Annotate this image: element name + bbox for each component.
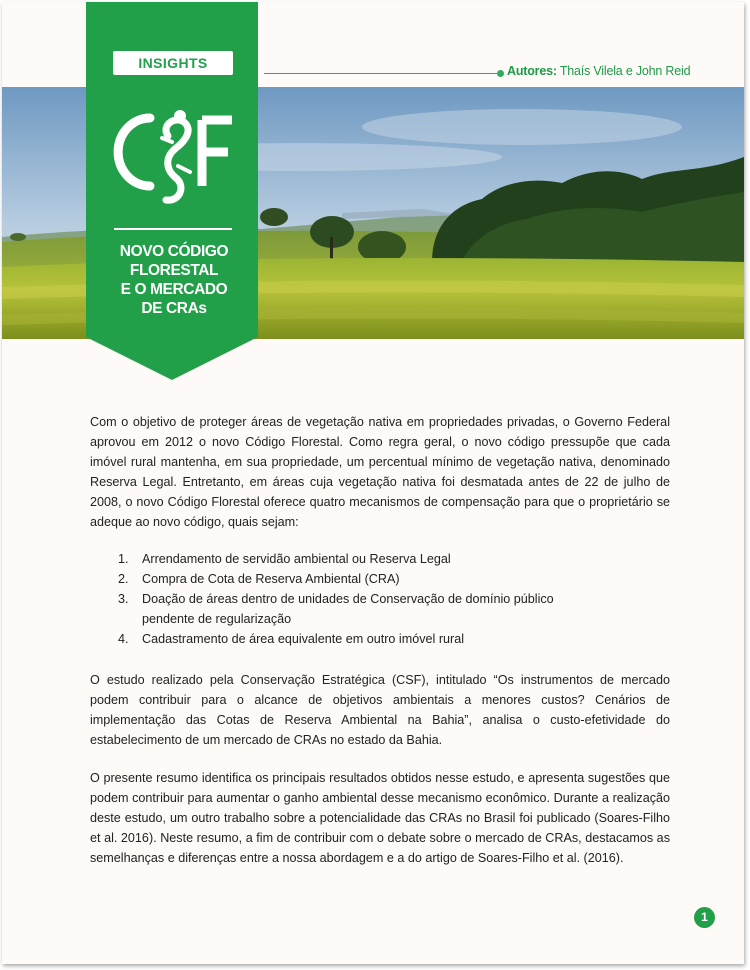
banner-title-line: E O MERCADO (120, 281, 228, 298)
list-item (118, 589, 598, 629)
list-number: 3. (118, 592, 129, 606)
list-item (118, 549, 598, 569)
authors-label: Autores: (507, 64, 557, 78)
banner-title-line: FLORESTAL (129, 262, 219, 279)
csf-logo-icon (110, 102, 236, 214)
mechanisms-list (118, 549, 598, 649)
paragraph-summary: O presente resumo identifica os principais resultados obtidos nesse estudo, e apresenta sugestões que podem contribuir para aumentar o ganho ambiental desse mecanismo econômico. Durante a realização deste estudo, um outro trabalho sobre a potencialidade das CRAs no Brasil foi publicado (Soares-Filho et al. 2016). Neste resumo, a fim de contribuir com o debate sobre o mercado de CRAs, destacamos as semelhanças e diferenças entre a nossa abordagem e a do artigo de Soares-Filho et al. (2016). (90, 771, 670, 865)
insights-label: INSIGHTS (113, 51, 233, 75)
authors (507, 64, 690, 78)
paragraph-intro: Com o objetivo de proteger áreas de vegetação nativa em propriedades privadas, o Governo Federal aprovou em 2012 o novo Código Florestal. Como regra geral, o novo código pressupõe que cada imóvel rural mantenha, em sua propriedade, um percentual mínimo de vegetação nativa, denominado Reserva Legal. Entretanto, em áreas cuja vegetação nativa foi desmatada antes de 22 de julho de 2008, o novo Código Florestal oferece quatro mecanismos de compensação para que o proprietário se adeque ao novo código, quais sejam: (90, 415, 670, 529)
page-number-badge: 1 (694, 907, 715, 928)
list-text: Compra de Cota de Reserva Ambiental (CRA) (142, 572, 400, 586)
authors-names: Thaís Vilela e John Reid (559, 64, 691, 78)
bullet-dot-icon (497, 70, 504, 77)
banner-title (94, 242, 254, 318)
banner-divider (114, 228, 232, 230)
document-page (2, 2, 744, 964)
list-number: 4. (118, 632, 129, 646)
list-item (118, 569, 598, 589)
banner-title-line: NOVO CÓDIGO (119, 243, 229, 260)
list-number: 2. (118, 572, 129, 586)
paragraph-study: O estudo realizado pela Conservação Estratégica (CSF), intitulado “Os instrumentos de mercado podem contribuir para o alcance de objetivos ambientais a menores custos? Cenários de implementação das Cotas de Reserva Ambiental na Bahia”, analisa o custo-efetividade do estabelecimento de um mercado de CRAs no estado da Bahia. (90, 673, 670, 747)
list-item (118, 629, 598, 649)
list-text: Doação de áreas dentro de unidades de Conservação de domínio público pendente de regularização (142, 592, 554, 626)
authors-rule (264, 73, 500, 74)
list-number: 1. (118, 552, 129, 566)
list-text: Arrendamento de servidão ambiental ou Reserva Legal (142, 552, 451, 566)
list-text: Cadastramento de área equivalente em outro imóvel rural (142, 632, 465, 646)
banner-title-line: DE CRAs (141, 300, 207, 317)
